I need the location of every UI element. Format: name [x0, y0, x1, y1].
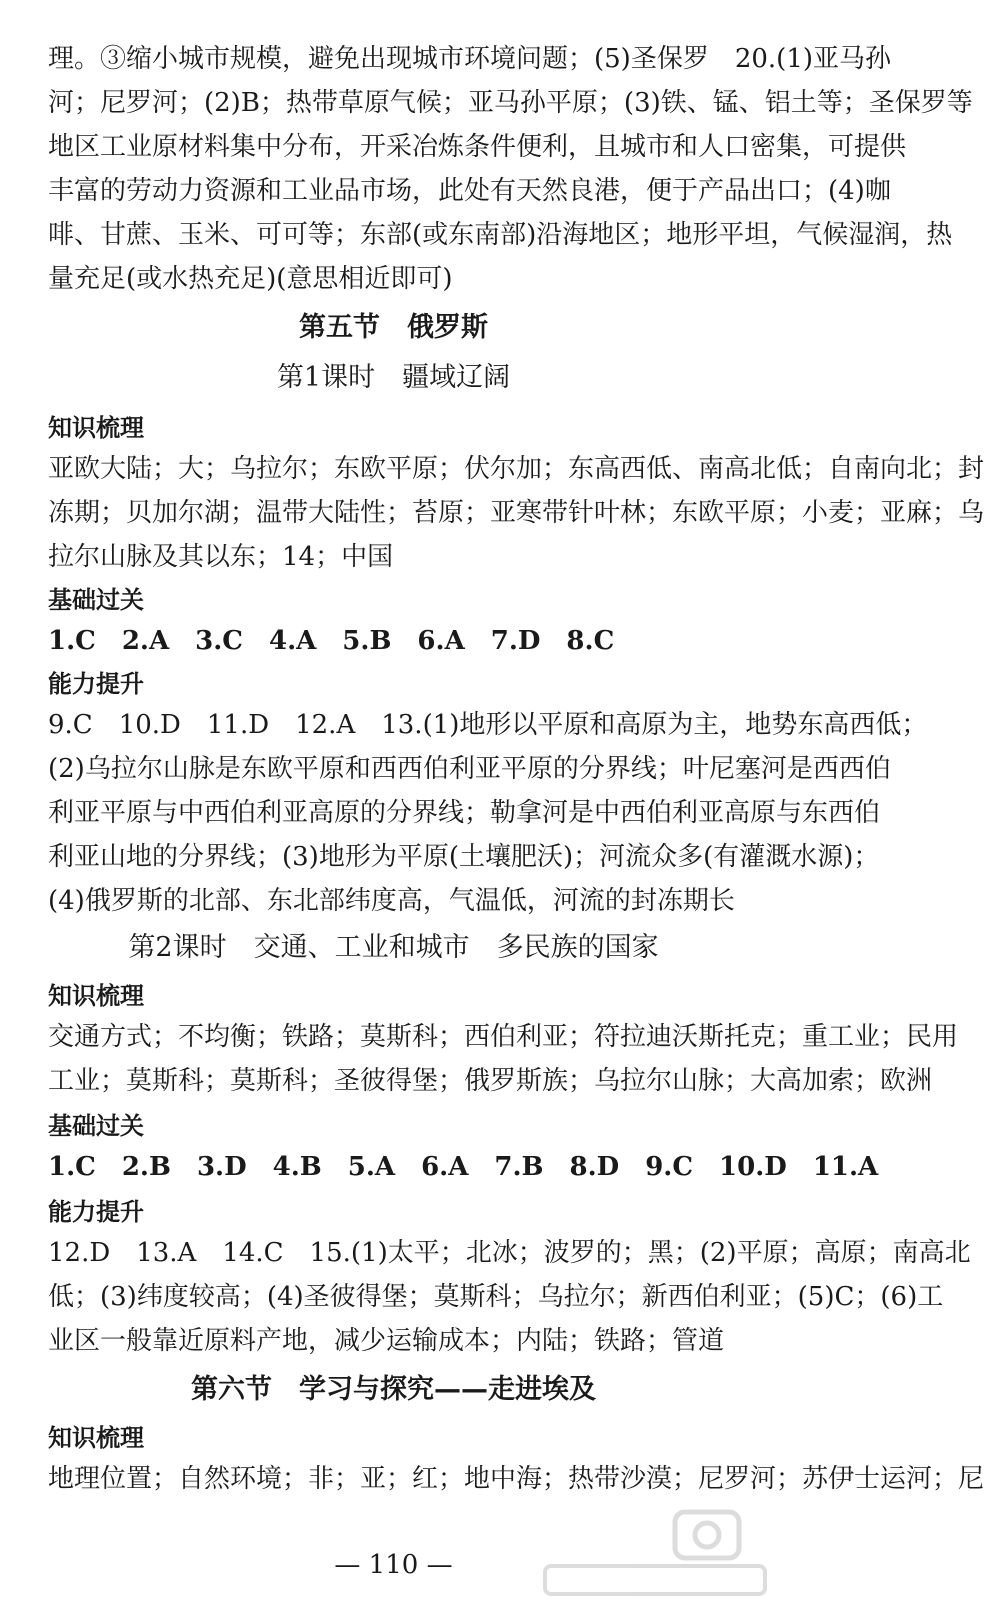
text-line: 地区工业原材料集中分布，开采冶炼条件便利，且城市和人口密集，可提供: [48, 132, 907, 162]
text-line: 交通方式；不均衡；铁路；莫斯科；西伯利亚；符拉迪沃斯托克；重工业；民用: [48, 1022, 959, 1052]
heading-knowledge: 知识梳理: [48, 1424, 144, 1452]
text-line: 拉尔山脉及其以东；14；中国: [48, 542, 394, 572]
text-line: (4)俄罗斯的北部、东北部纬度高，气温低，河流的封冻期长: [48, 886, 735, 916]
text-line: 工业；莫斯科；莫斯科；圣彼得堡；俄罗斯族；乌拉尔山脉；大高加索；欧洲: [48, 1066, 933, 1096]
heading-basic: 基础过关: [48, 1112, 144, 1140]
text-line: 丰富的劳动力资源和工业品市场，此处有天然良港，便于产品出口；(4)咖: [48, 176, 891, 206]
text-line: 河；尼罗河；(2)B；热带草原气候；亚马孙平原；(3)铁、锰、铝土等；圣保罗等: [48, 88, 973, 118]
text-line: 亚欧大陆；大；乌拉尔；东欧平原；伏尔加；东高西低、南高北低；自南向北；封: [48, 454, 984, 484]
text-line: 业区一般靠近原料产地，减少运输成本；内陆；铁路；管道: [48, 1326, 725, 1356]
heading-basic: 基础过关: [48, 586, 144, 614]
heading-ability: 能力提升: [48, 670, 144, 698]
text-line: 9.C 10.D 11.D 12.A 13.(1)地形以平原和高原为主，地势东高西低；: [48, 710, 928, 740]
text-line: 量充足(或水热充足)(意思相近即可): [48, 264, 453, 294]
text-line: (2)乌拉尔山脉是东欧平原和西西伯利亚平原的分界线；叶尼塞河是西西伯: [48, 754, 891, 784]
heading-ability: 能力提升: [48, 1198, 144, 1226]
text-line: 12.D 13.A 14.C 15.(1)太平；北冰；波罗的；黑；(2)平原；高原；南高北: [48, 1238, 971, 1268]
lesson-title: 第2课时 交通、工业和城市 多民族的国家: [128, 932, 659, 963]
lesson-title: 第1课时 疆域辽阔: [276, 362, 511, 393]
text-line: 冻期；贝加尔湖；温带大陆性；苔原；亚寒带针叶林；东欧平原；小麦；亚麻；乌: [48, 498, 984, 528]
page-number: — 110 —: [334, 1550, 453, 1580]
answer-line: 1.C 2.A 3.C 4.A 5.B 6.A 7.D 8.C: [48, 626, 615, 656]
heading-knowledge: 知识梳理: [48, 982, 144, 1010]
heading-knowledge: 知识梳理: [48, 414, 144, 442]
text-line: 利亚山地的分界线；(3)地形为平原(土壤肥沃)；河流众多(有灌溉水源)；: [48, 842, 880, 872]
section-title: 第六节 学习与探究——走进埃及: [191, 1374, 596, 1405]
text-line: 地理位置；自然环境；非；亚；红；地中海；热带沙漠；尼罗河；苏伊士运河；尼: [48, 1464, 984, 1494]
watermark-logo-icon: [525, 1508, 775, 1598]
answer-line: 1.C 2.B 3.D 4.B 5.A 6.A 7.B 8.D 9.C 10.D 11.A: [48, 1152, 879, 1182]
text-line: 理。③缩小城市规模，避免出现城市环境问题；(5)圣保罗 20.(1)亚马孙: [48, 44, 892, 74]
section-title: 第五节 俄罗斯: [299, 312, 488, 343]
text-line: 啡、甘蔗、玉米、可可等；东部(或东南部)沿海地区；地形平坦，气候湿润，热: [48, 220, 953, 250]
text-line: 低；(3)纬度较高；(4)圣彼得堡；莫斯科；乌拉尔；新西伯利亚；(5)C；(6)工: [48, 1282, 944, 1312]
text-line: 利亚平原与中西伯利亚高原的分界线；勒拿河是中西伯利亚高原与东西伯: [48, 798, 881, 828]
